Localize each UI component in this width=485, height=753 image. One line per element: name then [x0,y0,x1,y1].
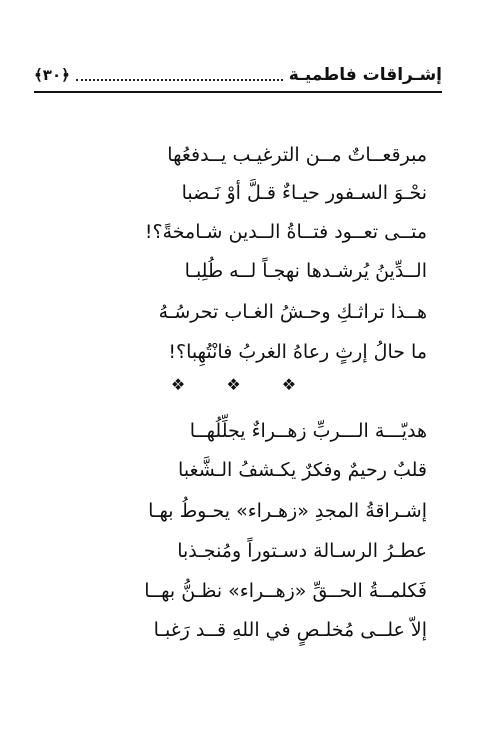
poem-verse: هديّـــة الـــربِّ زهــراءٌ يجلِّلُهــا [189,420,427,442]
header-rule [34,91,442,93]
poem-verse: الــدِّينُ يُرشـدها نهجـاً لــه طُلِبـا [184,260,427,282]
header-dot-leader [76,79,283,81]
poem-verse: هــذا تراثـكِ وحـشُ الغـاب تحرسُـهُ [158,301,427,323]
poem-verse: نحْـوَ السـفور حيـاءٌ قـلَّ أوْ نَـضبا [181,182,427,204]
page-number: ﴿٣٠﴾ [34,66,70,84]
poem-verse: فَكلمــةُ الحــقِّ «زهــراء» نظـنُّ بهــا [144,580,427,602]
book-title: إشـراقات فاطميـة [288,65,442,85]
poem-verse: عطـرُ الرسـالة دسـتوراً ومُنجـذبا [177,540,427,562]
running-header [34,62,442,88]
poem-verse: مبرقعــاتٌ مــن الترغيـب يــدفعُها [167,144,427,166]
poem-verse: قلبٌ رحيمٌ وفكرٌ يكـشفُ الـشَّغبا [178,459,427,481]
poem-verse: إشـراقةُ المجدِ «زهـراء» يحـوطُ بهـا [148,500,427,522]
stanza-separator: ❖ ❖ ❖ [170,375,315,394]
poem-verse: إلاّ علــى مُخلـصٍ في اللهِ قــد رَغبـا [153,619,427,641]
poem-verse: متــى تعــود فتــاةُ الــدين شـامخةً؟! [144,221,427,243]
poem-verse: ما حالُ إرثٍ رعاهُ الغربُ فانْتُهِبا؟! [168,341,427,363]
